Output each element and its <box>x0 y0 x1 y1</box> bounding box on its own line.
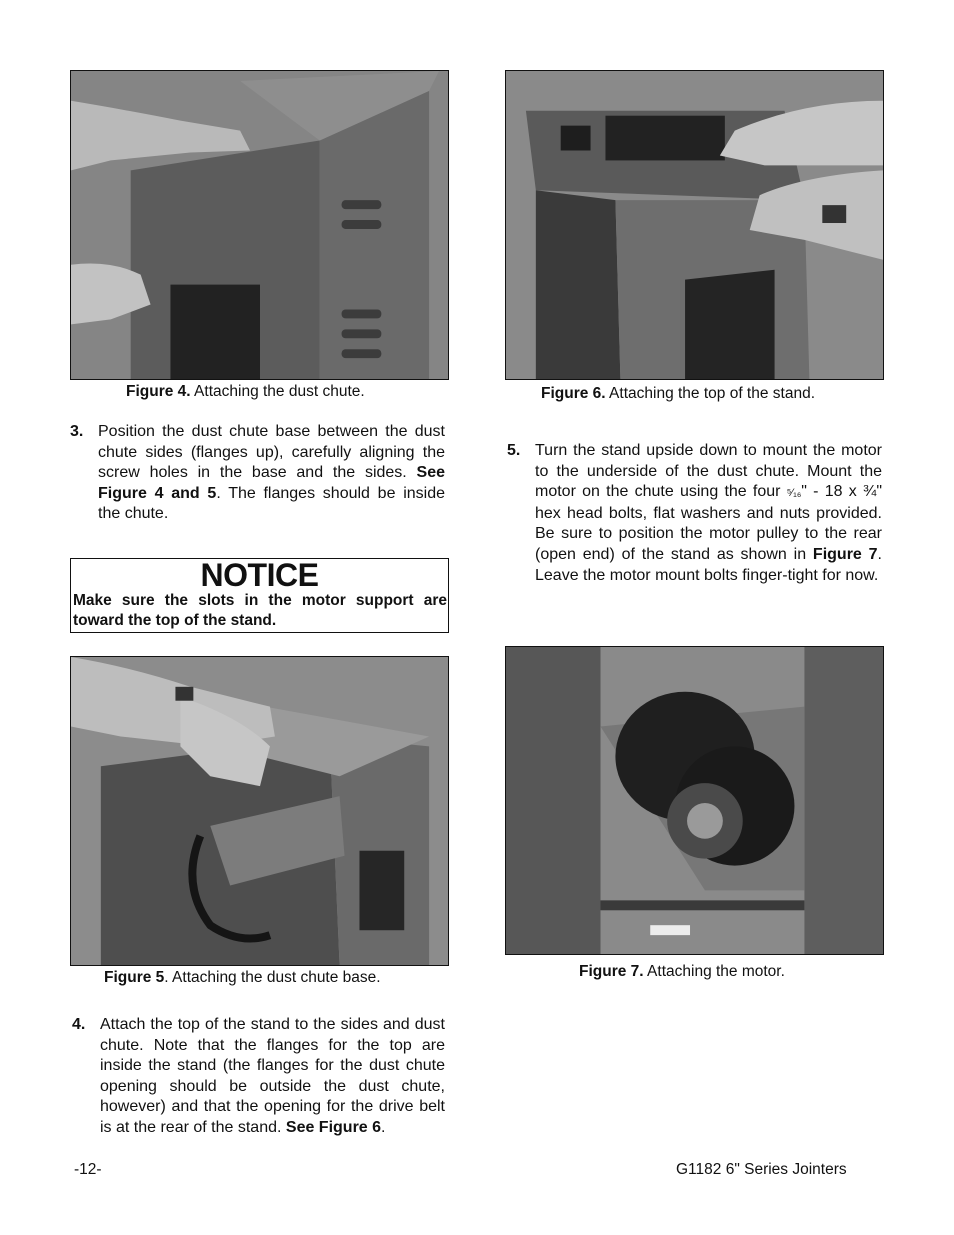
figure-caption-text: Attaching the dust chute. <box>190 383 365 400</box>
figure-6-caption <box>541 384 815 404</box>
step-5 <box>507 441 882 586</box>
bolt-size-fraction: ⁵⁄₁₆ <box>786 487 802 500</box>
figure-caption-text: Attaching the top of the stand. <box>605 385 816 402</box>
step-reference: Figure 7 <box>812 545 878 563</box>
step-number: 3. <box>70 423 84 440</box>
figure-caption-text: Attaching the motor. <box>643 963 785 980</box>
figure-4-photo <box>70 70 449 380</box>
figure-7-caption <box>579 962 785 982</box>
step-text: " hex head bolts, flat washers and nuts provided. Be sure to position the motor pulley to the rear (open end) of the stand as shown in <box>535 483 882 563</box>
step-text: Turn the stand upside down to mount the motor to the underside of the dust chute. Mount the motor on the chute using the four <box>535 442 882 501</box>
step-number: 5. <box>507 442 521 459</box>
figure-caption-text: . Attaching the dust chute base. <box>164 969 381 986</box>
step-text: " - 18 x <box>801 483 863 501</box>
figure-4-caption <box>126 382 365 402</box>
step-text: . The flanges should be inside the chute. <box>98 484 446 523</box>
figure-label: Figure 7. <box>579 963 644 980</box>
figure-label: Figure 6. <box>541 385 606 402</box>
figure-5-photo <box>70 656 449 966</box>
figure-7-photo <box>505 646 884 955</box>
step-number: 4. <box>72 1016 86 1033</box>
notice-title: NOTICE <box>200 557 319 593</box>
figure-label: Figure 4. <box>126 383 191 400</box>
step-text: . Leave the motor mount bolts finger-tight for now. <box>535 545 882 584</box>
figure-label: Figure 5 <box>104 969 165 986</box>
step-text: Position the dust chute base between the dust chute sides (flanges up), carefully aligning the screw holes in the base and the sides. <box>98 423 445 482</box>
step-reference: See Figure 6 <box>285 1118 382 1136</box>
notice-text: Make sure the slots in the motor support are toward the top of the stand. <box>73 592 447 629</box>
step-text: . <box>381 1118 386 1136</box>
step-4 <box>72 1015 445 1139</box>
figure-6-photo <box>505 70 884 380</box>
notice-box <box>70 558 449 633</box>
page-number: -12- <box>74 1161 102 1178</box>
step-reference: See Figure 4 and 5 <box>98 464 445 502</box>
step-text: Attach the top of the stand to the sides and dust chute. Note that the flanges for the top are inside the stand (the flanges for the dust chute opening should be outside the dust chute, however) and that the opening for the drive belt is at the rear of the stand. <box>100 1016 445 1136</box>
document-title: G1182 6" Series Jointers <box>676 1161 847 1178</box>
step-3 <box>70 422 446 525</box>
figure-5-caption <box>104 968 381 988</box>
bolt-length-fraction: ¾ <box>862 483 877 501</box>
